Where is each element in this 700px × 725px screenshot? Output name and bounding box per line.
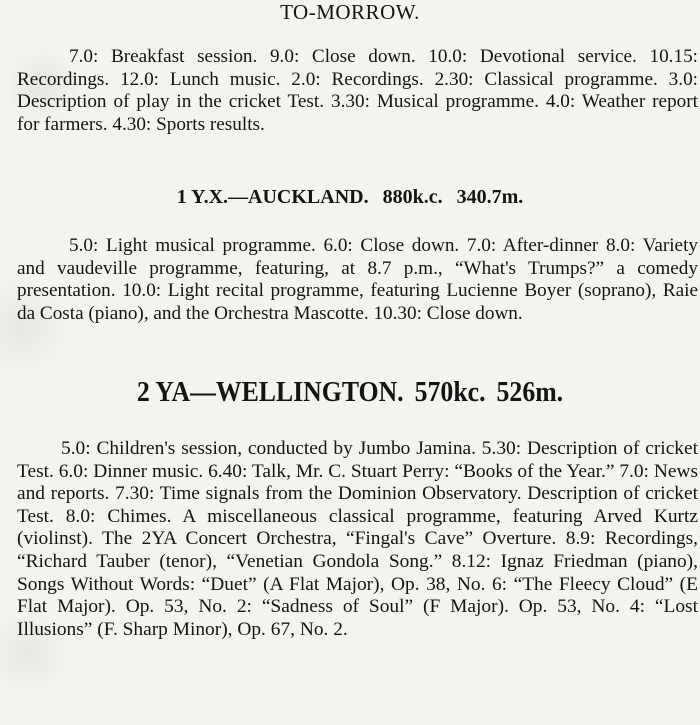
programme-paragraph bbox=[17, 46, 698, 136]
programme-paragraph bbox=[17, 235, 698, 325]
station-heading-2ya bbox=[28, 375, 672, 411]
station-frequency: 880k.c. bbox=[382, 186, 443, 208]
page-heading: TO-MORROW. bbox=[280, 0, 420, 24]
programme-text: 5.0: Light musical programme. 6.0: Close down. 7.0: After-dinner 8.0: Variety and vaudeville programme, featuring, at 8.7 p.m., “What's Trumps?” a comedy presentation. 10.0: Light recital programme, featuring Lucienne Boyer (soprano), Raie da Costa (piano), and the Orchestra Mascotte. 10.30: Close down. bbox=[17, 235, 698, 324]
station-name: 2 YA—WELLINGTON. bbox=[136, 377, 404, 408]
station-heading-1yx bbox=[0, 185, 700, 209]
station-frequency: 570kc. bbox=[414, 377, 486, 408]
station-name: 1 Y.X.—AUCKLAND. bbox=[176, 186, 369, 208]
programme-text: 7.0: Breakfast session. 9.0: Close down. 10.0: Devotional service. 10.15: Recordings. 12.0: Lunch music. 2.0: Recordings. 2.30: Classical programme. 3.0: Description of play in the cricket Test. 3.30: Musical programme. 4.0: Weather report for farmers. 4.30: Sports results. bbox=[17, 46, 698, 135]
station-wavelength: 340.7m. bbox=[456, 186, 524, 208]
programme-paragraph bbox=[17, 438, 698, 641]
station-wavelength: 526m. bbox=[496, 377, 564, 408]
programme-text: 5.0: Children's session, conducted by Jumbo Jamina. 5.30: Description of cricket Test. 6.0: Dinner music. 6.40: Talk, Mr. C. Stuart Perry: “Books of the Year.” 7.0: News and reports. 7.30: Time signals from the Dominion Observatory. Description of cricket Test. 8.0: Chimes. A miscellaneous classical programme, featuring Arved Kurtz (violinst). The 2YA Concert Orchestra, “Fingal's Cave” Overture. 8.9: Recordings, “Richard Tauber (tenor), “Venetian Gondola Song.” 8.12: Ignaz Friedman (piano), Songs Without Words: “Duet” (A Flat Major), Op. 38, No. 6: “The Fleecy Cloud” (E Flat Major). Op. 53, No. 2: “Sadness of Soul” (F Major). Op. 53, No. 4: “Lost Illusions” (F. Sharp Minor), Op. 67, No. 2. bbox=[17, 438, 698, 640]
